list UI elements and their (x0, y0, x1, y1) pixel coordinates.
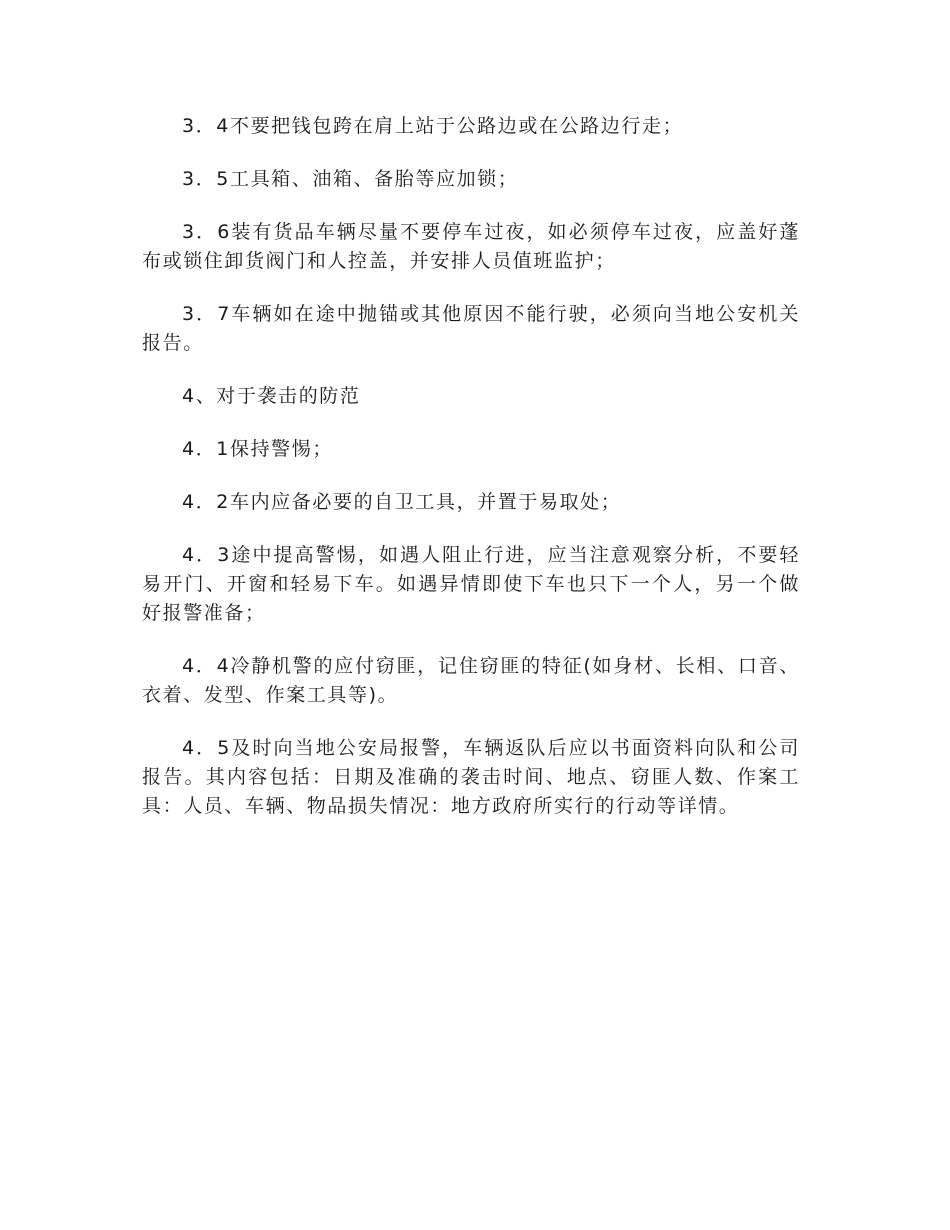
paragraph-3-5: 3．5工具箱、油箱、备胎等应加锁； (182, 168, 519, 190)
paragraph-3-6: 3．6装有货品车辆尽量不要停车过夜，如必须停车过夜，应盖好蓬布或锁住卸货阀门和人控盖，并安排人员值班监护； (142, 221, 800, 272)
paragraph-4-5: 4．5及时向当地公安局报警，车辆返队后应以书面资料向队和公司报告。其内容包括：日期及准确的袭击时间、地点、窃匪人数、作案工具：人员、车辆、物品损失情况：地方政府所实行的行动等详情。 (142, 737, 800, 817)
document-body (142, 112, 800, 845)
section-heading-4: 4、对于袭击的防范 (182, 385, 361, 407)
paragraph-4-1: 4．1保持警惕； (182, 438, 333, 460)
paragraph-3-4: 3．4不要把钱包跨在肩上站于公路边或在公路边行走； (182, 115, 684, 137)
paragraph-3-7: 3．7车辆如在途中抛锚或其他原因不能行驶，必须向当地公安机关报告。 (142, 303, 800, 354)
paragraph-4-3: 4．3途中提高警惕，如遇人阻止行进，应当注意观察分析，不要轻易开门、开窗和轻易下车。如遇异情即使下车也只下一个人，另一个做好报警准备； (142, 544, 800, 624)
paragraph-4-2: 4．2车内应备必要的自卫工具，并置于易取处； (182, 491, 622, 513)
paragraph-4-4: 4．4冷静机警的应付窃匪，记住窃匪的特征(如身材、长相、口音、衣着、发型、作案工具等)。 (142, 655, 800, 706)
